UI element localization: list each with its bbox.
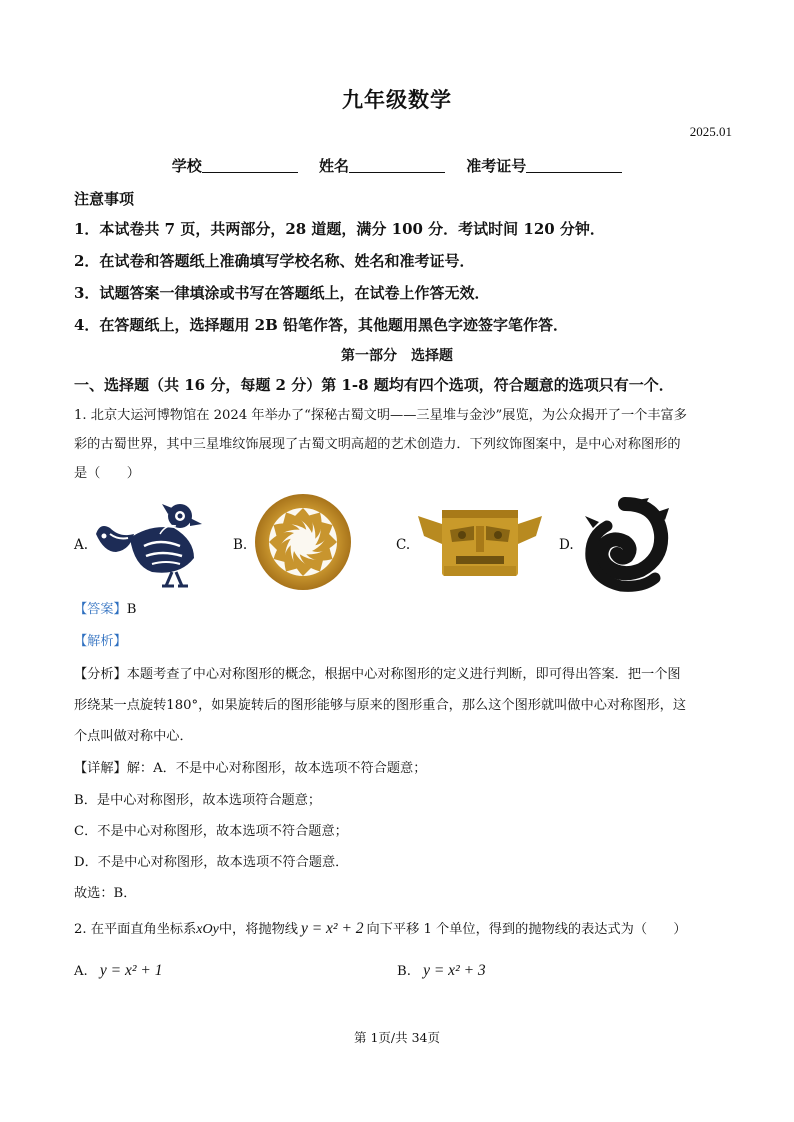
question-1-line: 1. 北京大运河博物馆在 2024 年举办了“探秘古蜀文明——三星堆与金沙”展览，为公众揭开了一个丰富多: [74, 408, 687, 423]
option-a-expression: y = x² + 1: [99, 962, 163, 979]
school-label: 学校: [171, 157, 202, 175]
exam-date: 2025.01: [689, 124, 732, 139]
name-label: 姓名: [318, 157, 349, 175]
detail-line: D．不是中心对称图形，故本选项不符合题意．: [74, 855, 349, 870]
student-info-row: [0, 155, 794, 176]
option-c-label[interactable]: C.: [396, 537, 411, 553]
analysis-line: 个点叫做对称中心．: [74, 729, 193, 744]
analysis-line: 形绕某一点旋转180°，如果旋转后的图形能够与原来的图形重合，那么这个图形就叫做中心对称图形，这: [74, 698, 687, 713]
option-b-expression: y = x² + 3: [423, 962, 486, 979]
notice-item: 4．在答题纸上，选择题用 2B 铅笔作答，其他题用黑色字迹签字笔作答．: [74, 316, 568, 334]
page-title: 九年级数学: [342, 87, 452, 112]
exam-id-label: 准考证号: [466, 157, 527, 175]
detail-line: 故选：B．: [74, 886, 137, 901]
section-title: 一、选择题（共 16 分，每题 2 分）第 1-8 题均有四个选项，符合题意的选项只有一个．: [74, 376, 674, 394]
notice-item: 3．试题答案一律填涂或书写在答题纸上，在试卷上作答无效．: [74, 284, 490, 302]
option-b-label[interactable]: B.: [233, 537, 248, 553]
school-blank[interactable]: [202, 157, 298, 173]
option-d-label[interactable]: D.: [559, 537, 574, 553]
option-b[interactable]: [397, 963, 486, 979]
detail-line: 【详解】解：A．不是中心对称图形，故本选项不符合题意；: [74, 761, 427, 776]
question-1-line: 彩的古蜀世界，其中三星堆纹饰展现了古蜀文明高超的艺术创造力．下列纹饰图案中，是中心对称图形的: [74, 437, 681, 452]
exam-id-blank[interactable]: [526, 157, 622, 173]
detail-line: C．不是中心对称图形，故本选项不符合题意；: [74, 824, 348, 839]
name-blank[interactable]: [349, 157, 445, 173]
option-a-label[interactable]: A.: [74, 537, 89, 553]
question-2-mid1: 中，将抛物线: [218, 922, 298, 937]
detail-line: B．是中心对称图形，故本选项符合题意；: [74, 793, 322, 808]
option-a[interactable]: [74, 963, 163, 979]
analysis-line: 【分析】本题考查了中心对称图形的概念，根据中心对称图形的定义进行判断，即可得出答案．把一个图: [74, 667, 681, 682]
notice-item: 1．本试卷共 7 页，共两部分，28 道题，满分 100 分．考试时间 120 分钟．: [74, 220, 605, 238]
question-2-text: [74, 921, 687, 937]
coordinate-system: xOy: [196, 922, 219, 937]
question-1-line: 是（ ）: [74, 466, 140, 481]
option-a-label: A.: [74, 964, 88, 979]
option-b-label: B.: [397, 964, 411, 979]
answer-line: [74, 603, 136, 616]
bronze-mask-image: [414, 504, 546, 582]
dragon-ornament-image: [577, 496, 673, 592]
notice-item: 2．在试卷和答题纸上准确填写学校名称、姓名和准考证号．: [74, 252, 475, 270]
part-title: 第一部分 选择题: [341, 348, 453, 364]
parabola-expression: y = x² + 2: [300, 920, 364, 937]
page-footer: 第 1页/共 34页: [353, 1030, 441, 1045]
answer-value: B: [126, 602, 137, 617]
notice-heading: 注意事项: [74, 190, 135, 208]
question-2-mid2: 向下平移 1 个单位，得到的抛物线的表达式为（ ）: [366, 922, 687, 937]
sun-disc-image: [254, 493, 352, 591]
bird-ornament-image: [90, 494, 208, 590]
analysis-tag: 【解析】: [74, 634, 127, 649]
question-2-prefix: 2. 在平面直角坐标系: [74, 922, 197, 937]
answer-tag: 【答案】: [74, 602, 127, 617]
